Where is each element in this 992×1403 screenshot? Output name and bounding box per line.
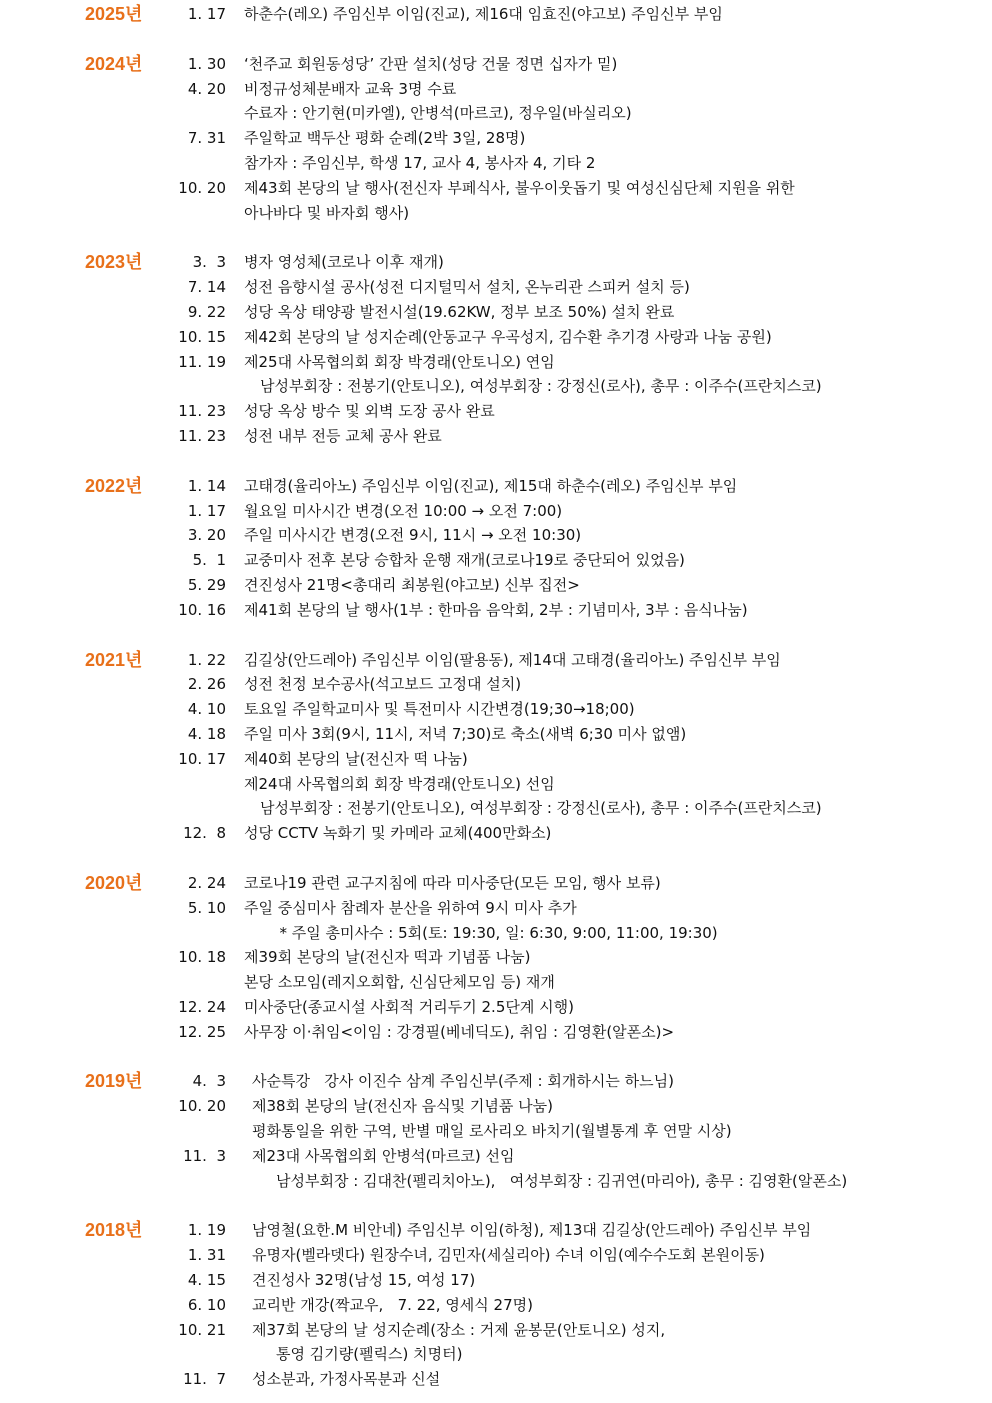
event-entry	[0, 648, 992, 673]
event-text: 제25대 사목협의회 회장 박경래(안토니오) 연임	[244, 352, 555, 371]
event-text: 제40회 본당의 날(전신자 떡 나눔)	[244, 749, 468, 768]
year-label: 2023년	[85, 252, 143, 273]
event-text: 제23대 사목협의회 안병석(마르코) 선임	[252, 1146, 515, 1165]
event-text: 성당 CCTV 녹화기 및 카메라 교체(400만화소)	[244, 824, 552, 843]
event-text: 견진성사 32명(남성 15, 여성 17)	[252, 1271, 476, 1290]
event-entry	[0, 1318, 992, 1343]
event-continuation	[0, 151, 992, 176]
event-text: 참가자 : 주임신부, 학생 17, 교사 4, 봉사자 4, 기타 2	[244, 153, 596, 172]
event-text: 남성부회장 : 김대찬(펠리치아노), 여성부회장 : 김귀연(마리아), 총무 : 김영환(알폰소)	[276, 1171, 848, 1190]
event-date: 1. 14	[187, 476, 226, 495]
event-text: 견진성사 21명<총대리 최봉원(야고보) 신부 집전>	[244, 575, 580, 594]
event-date: 10. 20	[178, 178, 226, 197]
event-entry	[0, 176, 992, 201]
event-date: 1. 17	[187, 5, 226, 23]
event-entry	[0, 945, 992, 970]
event-entry	[0, 1094, 992, 1119]
event-date: 12. 25	[178, 1022, 226, 1041]
event-date: 9. 22	[187, 302, 226, 321]
year-block-2018	[0, 1218, 992, 1392]
event-text: 주일학교 백두산 평화 순례(2박 3일, 28명)	[244, 129, 526, 148]
event-text: 주일 미사 3회(9시, 11시, 저녁 7;30)로 축소(새벽 6;30 미사 없앰)	[244, 724, 687, 743]
event-date: 10. 21	[178, 1320, 226, 1339]
event-text: 김길상(안드레아) 주임신부 이임(팔용동), 제14대 고태경(율리아노) 주임신부 부임	[244, 650, 781, 669]
event-entry	[0, 548, 992, 573]
event-text: 교리반 개강(짝교우, 7. 22, 영세식 27명)	[252, 1295, 533, 1314]
event-text: 남성부회장 : 전봉기(안토니오), 여성부회장 : 강정신(로사), 총무 : 이주수(프란치스코)	[260, 377, 822, 396]
event-text: 교중미사 전후 본당 승합차 운행 재개(코로나19로 중단되어 있었음)	[244, 551, 685, 570]
event-text: 통영 김기량(펠릭스) 치명터)	[276, 1345, 463, 1364]
year-label: 2019년	[85, 1071, 143, 1092]
year-block-2021	[0, 648, 992, 846]
event-entry	[0, 1218, 992, 1243]
year-separator	[0, 1193, 992, 1218]
event-text: 유명자(벨라뎃다) 원장수녀, 김민자(세실리아) 수녀 이임(예수수도회 본원이동)	[252, 1246, 765, 1265]
event-date: 12. 8	[183, 824, 226, 843]
event-continuation	[0, 796, 992, 821]
year-separator	[0, 623, 992, 648]
event-date: 5. 10	[187, 898, 226, 917]
event-entry	[0, 598, 992, 623]
event-entry	[0, 871, 992, 896]
event-entry	[0, 1069, 992, 1094]
event-entry	[0, 399, 992, 424]
event-text: 코로나19 관련 교구지침에 따라 미사중단(모든 모임, 행사 보류)	[244, 873, 661, 892]
event-text: 병자 영성체(코로나 이후 재개)	[244, 253, 444, 272]
year-label: 2024년	[85, 53, 143, 74]
event-entry	[0, 1144, 992, 1169]
event-continuation	[0, 374, 992, 399]
year-block-2023	[0, 250, 992, 448]
year-block-2020	[0, 871, 992, 1045]
event-entry	[0, 821, 992, 846]
event-text: 주일 미사시간 변경(오전 9시, 11시 → 오전 10:30)	[244, 526, 582, 545]
year-separator	[0, 225, 992, 250]
event-text: 성전 천정 보수공사(석고보드 고정대 설치)	[244, 675, 522, 694]
event-entry	[0, 275, 992, 300]
event-entry	[0, 1293, 992, 1318]
event-text: 토요일 주일학교미사 및 특전미사 시간변경(19;30→18;00)	[244, 700, 635, 719]
event-entry	[0, 474, 992, 499]
event-entry	[0, 1268, 992, 1293]
event-entry	[0, 1367, 992, 1392]
event-entry	[0, 672, 992, 697]
event-text: 주일 중심미사 참례자 분산을 위하여 9시 미사 추가	[244, 898, 577, 917]
event-date: 4. 18	[187, 724, 226, 743]
event-text: 남성부회장 : 전봉기(안토니오), 여성부회장 : 강정신(로사), 총무 : 이주수(프란치스코)	[260, 799, 822, 818]
event-text: 성전 내부 전등 교체 공사 완료	[244, 426, 442, 445]
event-date: 11. 3	[183, 1146, 226, 1165]
event-text: ‘천주교 회원동성당’ 간판 설치(성당 건물 정면 십자가 밑)	[244, 54, 618, 73]
year-block-2019	[0, 1069, 992, 1193]
year-label: 2021년	[85, 649, 143, 670]
event-date: 12. 24	[178, 997, 226, 1016]
event-entry	[0, 747, 992, 772]
event-text: 비정규성체분배자 교육 3명 수료	[244, 79, 457, 98]
event-text: 성당 옥상 방수 및 외벽 도장 공사 완료	[244, 402, 495, 421]
year-separator	[0, 846, 992, 871]
event-entry	[0, 499, 992, 524]
event-entry	[0, 995, 992, 1020]
year-label: 2018년	[85, 1220, 143, 1241]
event-text: 수료자 : 안기현(미카엘), 안병석(마르코), 정우일(바실리오)	[244, 104, 632, 123]
year-block-2022	[0, 474, 992, 623]
year-separator	[0, 27, 992, 52]
event-entry	[0, 722, 992, 747]
event-date: 11. 23	[178, 402, 226, 421]
event-date: 5. 1	[192, 551, 226, 570]
event-text: 성소분과, 가정사목분과 신설	[252, 1370, 441, 1389]
year-label: 2022년	[85, 475, 143, 496]
event-continuation	[0, 101, 992, 126]
event-date: 10. 16	[178, 600, 226, 619]
event-date: 10. 15	[178, 327, 226, 346]
event-date: 2. 26	[187, 675, 226, 694]
event-date: 4. 15	[187, 1271, 226, 1290]
event-date: 6. 10	[187, 1295, 226, 1314]
event-date: 5. 29	[187, 575, 226, 594]
event-text: 제43회 본당의 날 행사(전신자 부페식사, 불우이웃돕기 및 여성신심단체 지원을 위한	[244, 178, 795, 197]
history-timeline	[0, 2, 992, 1392]
event-date: 10. 18	[178, 948, 226, 967]
event-text: 남영철(요한.M 비안네) 주임신부 이임(하청), 제13대 김길상(안드레아) 주임신부 부임	[252, 1221, 812, 1240]
event-date: 3. 3	[192, 253, 226, 272]
event-continuation	[0, 1342, 992, 1367]
event-date: 7. 14	[187, 278, 226, 297]
event-continuation	[0, 201, 992, 226]
event-entry	[0, 424, 992, 449]
event-text: 제39회 본당의 날(전신자 떡과 기념품 나눔)	[244, 948, 531, 967]
event-text: 본당 소모임(레지오회합, 신심단체모임 등) 재개	[244, 973, 555, 992]
event-date: 1. 30	[187, 54, 226, 73]
event-date: 7. 31	[187, 129, 226, 148]
event-entry	[0, 896, 992, 921]
year-separator	[0, 449, 992, 474]
event-text: 월요일 미사시간 변경(오전 10:00 → 오전 7:00)	[244, 501, 563, 520]
event-text: 제37회 본당의 날 성지순례(장소 : 거제 윤봉문(안토니오) 성지,	[252, 1320, 666, 1339]
year-block-2025	[0, 2, 992, 27]
event-entry	[0, 126, 992, 151]
event-continuation	[0, 921, 992, 946]
event-date: 10. 20	[178, 1097, 226, 1116]
event-continuation	[0, 1169, 992, 1194]
event-text: * 주일 총미사수 : 5회(토: 19:30, 일: 6:30, 9:00, 11:00, 19:30)	[270, 923, 718, 942]
event-text: 성당 옥상 태양광 발전시설(19.62KW, 정부 보조 50%) 설치 완료	[244, 302, 675, 321]
event-entry	[0, 77, 992, 102]
event-date: 1. 31	[187, 1246, 226, 1265]
event-date: 10. 17	[178, 749, 226, 768]
event-date: 1. 17	[187, 501, 226, 520]
event-date: 4. 3	[192, 1072, 226, 1091]
event-text: 사순특강 강사 이진수 삼계 주임신부(주제 : 회개하시는 하느님)	[252, 1072, 674, 1091]
event-date: 1. 19	[187, 1221, 226, 1240]
year-separator	[0, 1044, 992, 1069]
event-text: 사무장 이·취임<이임 : 강경필(베네딕도), 취임 : 김영환(알폰소)>	[244, 1022, 675, 1041]
event-entry	[0, 350, 992, 375]
event-continuation	[0, 970, 992, 995]
event-date: 11. 7	[183, 1370, 226, 1389]
event-entry	[0, 523, 992, 548]
event-entry	[0, 52, 992, 77]
event-date: 2. 24	[187, 873, 226, 892]
event-text: 성전 음향시설 공사(성전 디지털믹서 설치, 온누리관 스피커 설치 등)	[244, 278, 690, 297]
event-text: 제41회 본당의 날 행사(1부 : 한마음 음악회, 2부 : 기념미사, 3부 : 음식나눔)	[244, 600, 748, 619]
event-continuation	[0, 1119, 992, 1144]
event-text: 미사중단(종교시설 사회적 거리두기 2.5단계 시행)	[244, 997, 574, 1016]
event-text: 아나바다 및 바자회 행사)	[244, 203, 410, 222]
event-entry	[0, 250, 992, 275]
event-entry	[0, 2, 992, 27]
event-date: 1. 22	[187, 650, 226, 669]
event-text: 제24대 사목협의회 회장 박경래(안토니오) 선임	[244, 774, 555, 793]
event-entry	[0, 573, 992, 598]
event-date: 4. 20	[187, 79, 226, 98]
event-text: 평화통일을 위한 구역, 반별 매일 로사리오 바치기(월별통계 후 연말 시상)	[252, 1122, 732, 1141]
event-entry	[0, 1243, 992, 1268]
year-block-2024	[0, 52, 992, 226]
event-text: 제38회 본당의 날(전신자 음식및 기념품 나눔)	[252, 1097, 553, 1116]
event-date: 11. 19	[178, 352, 226, 371]
event-date: 4. 10	[187, 700, 226, 719]
event-continuation	[0, 772, 992, 797]
event-date: 11. 23	[178, 426, 226, 445]
year-label: 2020년	[85, 872, 143, 893]
event-text: 고태경(율리아노) 주임신부 이임(진교), 제15대 하춘수(레오) 주임신부 부임	[244, 476, 738, 495]
year-label: 2025년	[85, 4, 143, 24]
event-entry	[0, 697, 992, 722]
event-text: 하춘수(레오) 주임신부 이임(진교), 제16대 임효진(야고보) 주임신부 부임	[244, 5, 723, 23]
event-date: 3. 20	[187, 526, 226, 545]
event-entry	[0, 300, 992, 325]
event-text: 제42회 본당의 날 성지순례(안동교구 우곡성지, 김수환 추기경 사랑과 나눔 공원)	[244, 327, 772, 346]
event-entry	[0, 1020, 992, 1045]
event-entry	[0, 325, 992, 350]
